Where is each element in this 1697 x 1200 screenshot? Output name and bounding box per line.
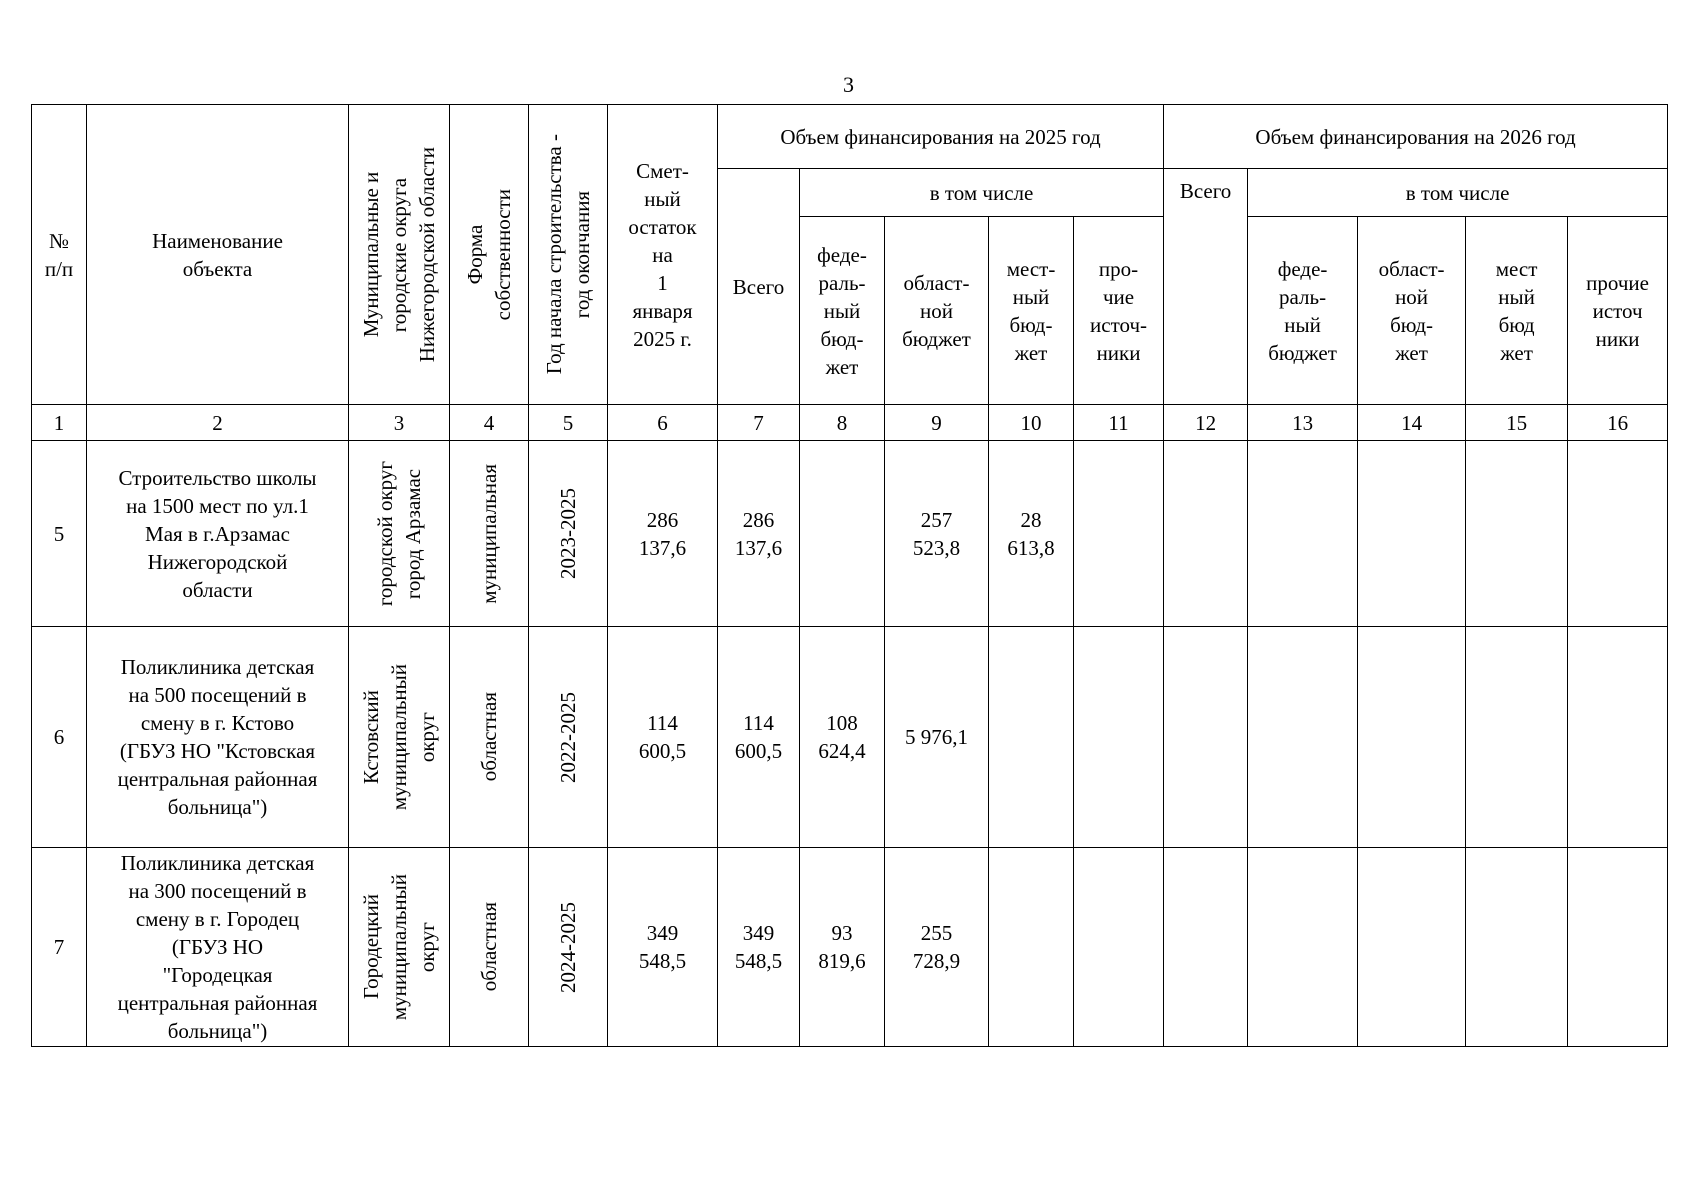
column-number: 7 bbox=[718, 405, 800, 441]
header-loc-2026: мест ный бюд жет bbox=[1466, 217, 1568, 405]
table-row bbox=[32, 627, 1668, 848]
column-number: 1 bbox=[32, 405, 87, 441]
local-2026 bbox=[1466, 848, 1568, 1047]
column-number: 16 bbox=[1568, 405, 1668, 441]
municipality: Кстовский муниципальный округ bbox=[349, 627, 450, 848]
object-name: Строительство школы на 1500 мест по ул.1 Мая в г.Арзамас Нижегородской области bbox=[87, 441, 349, 627]
total-2026 bbox=[1164, 848, 1248, 1047]
local-2026 bbox=[1466, 627, 1568, 848]
local-2025: 28 613,8 bbox=[989, 441, 1074, 627]
row-num: 5 bbox=[32, 441, 87, 627]
regional-2025: 5 976,1 bbox=[885, 627, 989, 848]
header-fed-2025: феде- раль- ный бюд- жет bbox=[800, 217, 885, 405]
header-ownership: Форма собственности bbox=[450, 105, 529, 405]
federal-2026 bbox=[1248, 848, 1358, 1047]
row-num: 7 bbox=[32, 848, 87, 1047]
header-fin-2026: Объем финансирования на 2026 год bbox=[1164, 105, 1668, 169]
header-total-2025: Всего bbox=[718, 169, 800, 405]
construction-years: 2024-2025 bbox=[529, 848, 608, 1047]
column-number: 11 bbox=[1074, 405, 1164, 441]
column-number: 10 bbox=[989, 405, 1074, 441]
municipality: городской округ город Арзамас bbox=[349, 441, 450, 627]
local-2026 bbox=[1466, 441, 1568, 627]
header-name: Наименование объекта bbox=[87, 105, 349, 405]
column-number: 6 bbox=[608, 405, 718, 441]
header-fin-2025: Объем финансирования на 2025 год bbox=[718, 105, 1164, 169]
column-number: 14 bbox=[1358, 405, 1466, 441]
construction-years: 2023-2025 bbox=[529, 441, 608, 627]
header-municipality: Муниципальные и городские округа Нижегородской области bbox=[349, 105, 450, 405]
other-2025 bbox=[1074, 627, 1164, 848]
object-name: Поликлиника детская на 300 посещений в смену в г. Городец (ГБУЗ НО "Городецкая центральная районная больница") bbox=[87, 848, 349, 1047]
column-number: 12 bbox=[1164, 405, 1248, 441]
table-row bbox=[32, 848, 1668, 1047]
ownership: областная bbox=[450, 848, 529, 1047]
regional-2025: 257 523,8 bbox=[885, 441, 989, 627]
header-oth-2026: прочие источ ники bbox=[1568, 217, 1668, 405]
column-number: 5 bbox=[529, 405, 608, 441]
total-2025: 114 600,5 bbox=[718, 627, 800, 848]
municipality: Городецкий муниципальный округ bbox=[349, 848, 450, 1047]
header-reg-2025: област- ной бюджет bbox=[885, 217, 989, 405]
header-total-2026: Всего bbox=[1164, 169, 1248, 405]
federal-2025: 93 819,6 bbox=[800, 848, 885, 1047]
local-2025 bbox=[989, 627, 1074, 848]
column-number: 4 bbox=[450, 405, 529, 441]
federal-2026 bbox=[1248, 441, 1358, 627]
other-2025 bbox=[1074, 441, 1164, 627]
total-2025: 286 137,6 bbox=[718, 441, 800, 627]
ownership: муниципальная bbox=[450, 441, 529, 627]
header-fed-2026: феде- раль- ный бюджет bbox=[1248, 217, 1358, 405]
estimated-balance: 286 137,6 bbox=[608, 441, 718, 627]
column-number: 15 bbox=[1466, 405, 1568, 441]
column-number: 8 bbox=[800, 405, 885, 441]
column-number: 3 bbox=[349, 405, 450, 441]
regional-2026 bbox=[1358, 441, 1466, 627]
estimated-balance: 114 600,5 bbox=[608, 627, 718, 848]
header-balance: Смет- ный остаток на 1 января 2025 г. bbox=[608, 105, 718, 405]
column-number: 13 bbox=[1248, 405, 1358, 441]
column-number: 9 bbox=[885, 405, 989, 441]
federal-2026 bbox=[1248, 627, 1358, 848]
page-number: 3 bbox=[843, 72, 854, 97]
construction-years: 2022-2025 bbox=[529, 627, 608, 848]
regional-2026 bbox=[1358, 627, 1466, 848]
header-years: Год начала строительства - год окончания bbox=[529, 105, 608, 405]
total-2026 bbox=[1164, 441, 1248, 627]
header-loc-2025: мест- ный бюд- жет bbox=[989, 217, 1074, 405]
other-2025 bbox=[1074, 848, 1164, 1047]
local-2025 bbox=[989, 848, 1074, 1047]
ownership: областная bbox=[450, 627, 529, 848]
other-2026 bbox=[1568, 848, 1668, 1047]
column-number: 2 bbox=[87, 405, 349, 441]
row-num: 6 bbox=[32, 627, 87, 848]
total-2026 bbox=[1164, 627, 1248, 848]
estimated-balance: 349 548,5 bbox=[608, 848, 718, 1047]
table-row bbox=[32, 441, 1668, 627]
header-including-2025: в том числе bbox=[800, 169, 1164, 217]
construction-financing-table bbox=[31, 104, 1668, 1047]
regional-2026 bbox=[1358, 848, 1466, 1047]
header-row-1 bbox=[32, 105, 1668, 169]
header-oth-2025: про- чие источ- ники bbox=[1074, 217, 1164, 405]
other-2026 bbox=[1568, 441, 1668, 627]
header-reg-2026: област- ной бюд- жет bbox=[1358, 217, 1466, 405]
other-2026 bbox=[1568, 627, 1668, 848]
header-including-2026: в том числе bbox=[1248, 169, 1668, 217]
header-num: № п/п bbox=[32, 105, 87, 405]
federal-2025: 108 624,4 bbox=[800, 627, 885, 848]
regional-2025: 255 728,9 bbox=[885, 848, 989, 1047]
federal-2025 bbox=[800, 441, 885, 627]
object-name: Поликлиника детская на 500 посещений в смену в г. Кстово (ГБУЗ НО "Кстовская центральная районная больница") bbox=[87, 627, 349, 848]
total-2025: 349 548,5 bbox=[718, 848, 800, 1047]
column-numbers-row bbox=[32, 405, 1668, 441]
